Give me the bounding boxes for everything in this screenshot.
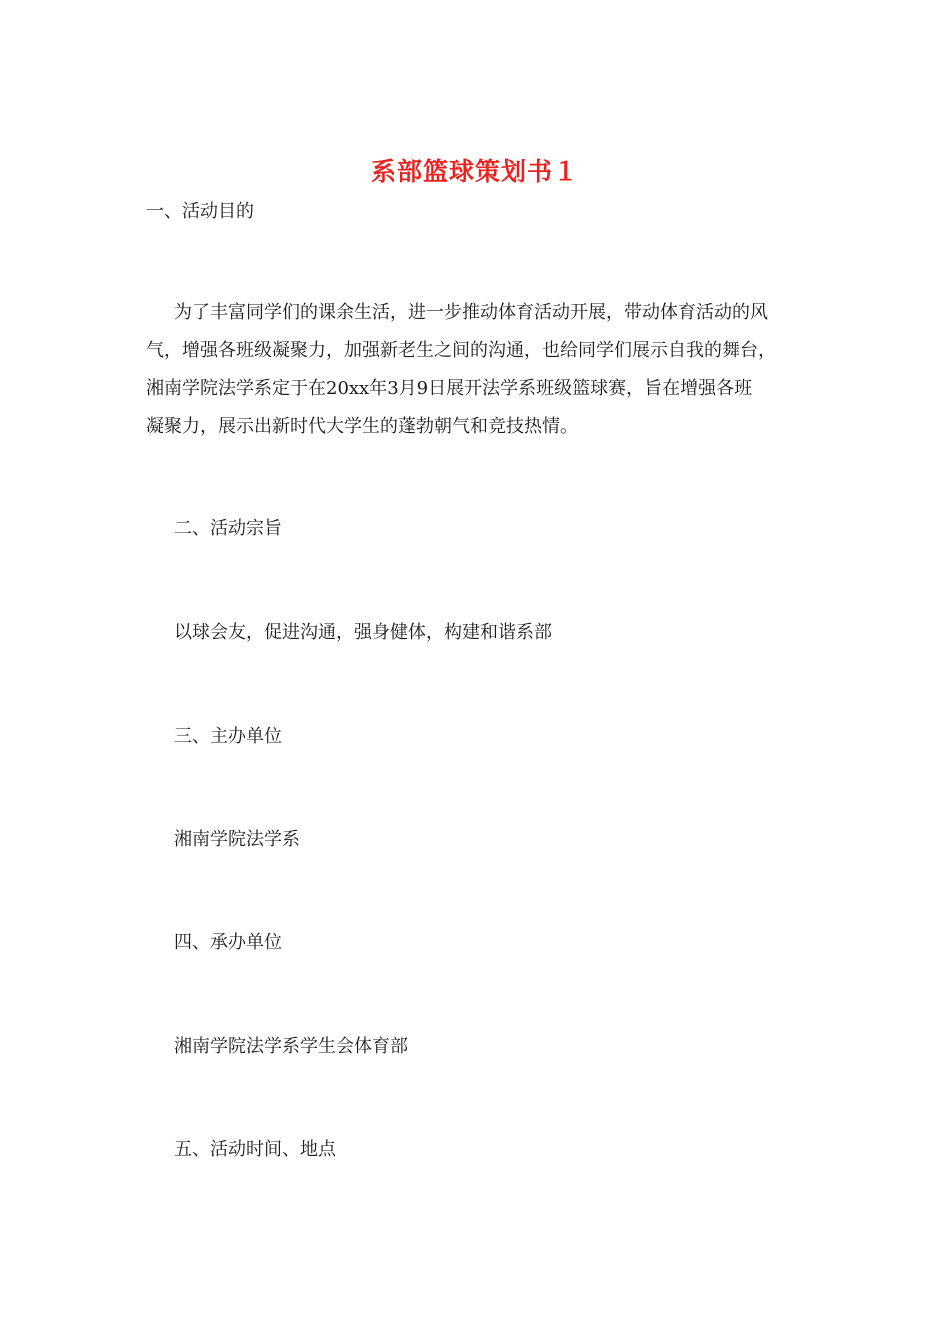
paragraph-line: 为了丰富同学们的课余生活，进一步推动体育活动开展，带动体育活动的风	[174, 302, 768, 323]
section-heading-organizer: 三、主办单位	[174, 726, 282, 747]
document-title: 系部篮球策划书１	[370, 157, 579, 186]
section-body-organizer: 湘南学院法学系	[174, 829, 300, 850]
section-body-purpose	[146, 294, 806, 446]
paragraph-line: 凝聚力，展示出新时代大学生的蓬勃朝气和竞技热情。	[146, 416, 578, 437]
section-heading-tenet: 二、活动宗旨	[174, 518, 282, 539]
paragraph-line: 气，增强各班级凝聚力，加强新老生之间的沟通，也给同学们展示自我的舞台，	[146, 340, 776, 361]
section-body-tenet: 以球会友，促进沟通，强身健体，构建和谐系部	[174, 622, 552, 643]
section-heading-purpose: 一、活动目的	[146, 201, 254, 222]
section-heading-time-place: 五、活动时间、地点	[174, 1139, 336, 1160]
paragraph-line: 湘南学院法学系定于在20xx年3月9日展开法学系班级篮球赛，旨在增强各班	[146, 378, 753, 399]
section-heading-host: 四、承办单位	[174, 932, 282, 953]
section-body-host: 湘南学院法学系学生会体育部	[174, 1036, 408, 1057]
